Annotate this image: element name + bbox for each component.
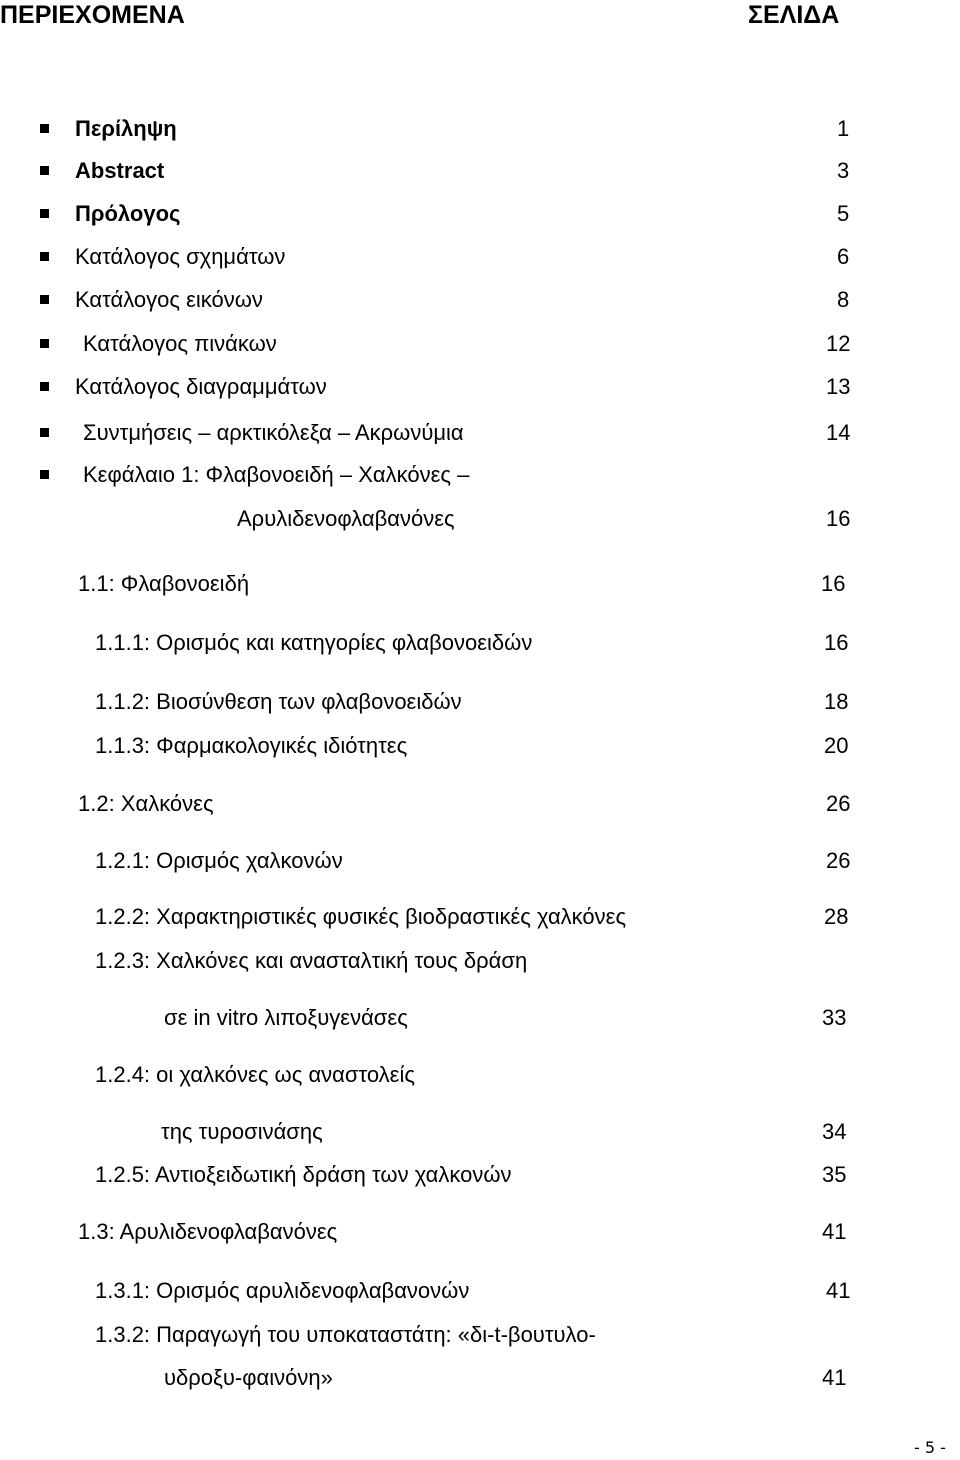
- toc-entry-page: 12: [826, 331, 851, 356]
- toc-entry-page: 26: [826, 791, 851, 816]
- bullet-icon: [40, 166, 49, 175]
- toc-heading: ΠΕΡΙΕΧΟΜΕΝΑ: [0, 1, 185, 29]
- bullet-icon: [40, 295, 49, 304]
- bullet-icon: [40, 252, 49, 261]
- toc-entry-page: 20: [824, 733, 849, 758]
- toc-entry-text: σε in vitro λιποξυγενάσες: [164, 1005, 408, 1030]
- toc-entry-page: 8: [837, 287, 850, 312]
- toc-entry-text: 1.3.1: Ορισμός αρυλιδενοφλαβανονών: [95, 1278, 470, 1303]
- toc-entry-text: 1.2.5: Αντιοξειδωτική δράση των χαλκονών: [95, 1162, 512, 1187]
- toc-entry-page: 33: [822, 1005, 847, 1030]
- toc-entry-text: 1.2: Χαλκόνες: [78, 791, 214, 816]
- toc-entry-page: 26: [826, 848, 851, 873]
- footer-page-number: - 5 -: [914, 1438, 946, 1457]
- toc-entry-text: Abstract: [75, 158, 165, 183]
- page-column-heading: ΣΕΛΙΔΑ: [748, 1, 840, 29]
- toc-entry-text: 1.1.3: Φαρμακολογικές ιδιότητες: [95, 733, 408, 758]
- toc-entry-page: 3: [837, 158, 850, 183]
- toc-entry-text: Κατάλογος πινάκων: [83, 331, 277, 356]
- toc-entry-page: 1: [837, 116, 850, 141]
- toc-entry-page: 13: [826, 374, 851, 399]
- toc-entry-text: 1.2.3: Χαλκόνες και ανασταλτική τους δράση: [95, 948, 528, 973]
- toc-entry-text: Συντμήσεις – αρκτικόλεξα – Ακρωνύμια: [83, 420, 464, 445]
- toc-entry-page: 14: [826, 420, 851, 445]
- bullet-icon: [40, 209, 49, 218]
- toc-entry-text: της τυροσινάσης: [161, 1119, 323, 1144]
- bullet-icon: [40, 339, 49, 348]
- bullet-icon: [40, 428, 49, 437]
- toc-entry-text: 1.1.1: Ορισμός και κατηγορίες φλαβονοειδών: [95, 630, 533, 655]
- toc-entry-text: 1.2.1: Ορισμός χαλκονών: [95, 848, 343, 873]
- bullet-icon: [40, 382, 49, 391]
- toc-entry-text: Περίληψη: [75, 116, 177, 141]
- toc-entry-text: 1.1.2: Βιοσύνθεση των φλαβονοειδών: [95, 689, 462, 714]
- toc-entry-text: Κεφάλαιο 1: Φλαβονοειδή – Χαλκόνες –: [83, 462, 470, 487]
- toc-entry-text: 1.2.2: Χαρακτηριστικές φυσικές βιοδραστικές χαλκόνες: [95, 904, 627, 929]
- toc-entry-page: 41: [822, 1365, 847, 1390]
- toc-entry-text: Κατάλογος διαγραμμάτων: [75, 374, 327, 399]
- bullet-icon: [40, 124, 49, 133]
- bullet-icon: [40, 470, 49, 479]
- toc-entry-text: Πρόλογος: [75, 201, 181, 226]
- toc-entry-page: 35: [822, 1162, 847, 1187]
- toc-entry-page: 41: [826, 1278, 851, 1303]
- toc-entry-text: Αρυλιδενοφλαβανόνες: [237, 506, 455, 531]
- toc-entry-text: 1.1: Φλαβονοειδή: [78, 571, 250, 596]
- toc-entry-text: 1.3: Αρυλιδενοφλαβανόνες: [78, 1219, 338, 1244]
- toc-entry-text: 1.3.2: Παραγωγή του υποκαταστάτη: «δι-t-βουτυλο-: [95, 1322, 596, 1347]
- toc-entry-page: 16: [824, 630, 849, 655]
- toc-entry-page: 6: [837, 244, 850, 269]
- toc-entry-page: 41: [822, 1219, 847, 1244]
- toc-entry-text: Κατάλογος εικόνων: [75, 287, 263, 312]
- toc-entry-page: 28: [824, 904, 849, 929]
- toc-entry-page: 16: [826, 506, 851, 531]
- toc-entry-page: 16: [821, 571, 846, 596]
- toc-entry-text: Κατάλογος σχημάτων: [75, 244, 286, 269]
- toc-entry-page: 18: [824, 689, 849, 714]
- toc-entry-text: 1.2.4: οι χαλκόνες ως αναστολείς: [95, 1062, 415, 1087]
- toc-entry-page: 5: [837, 201, 850, 226]
- toc-entry-page: 34: [822, 1119, 847, 1144]
- toc-entry-text: υδροξυ-φαινόνη»: [164, 1365, 333, 1390]
